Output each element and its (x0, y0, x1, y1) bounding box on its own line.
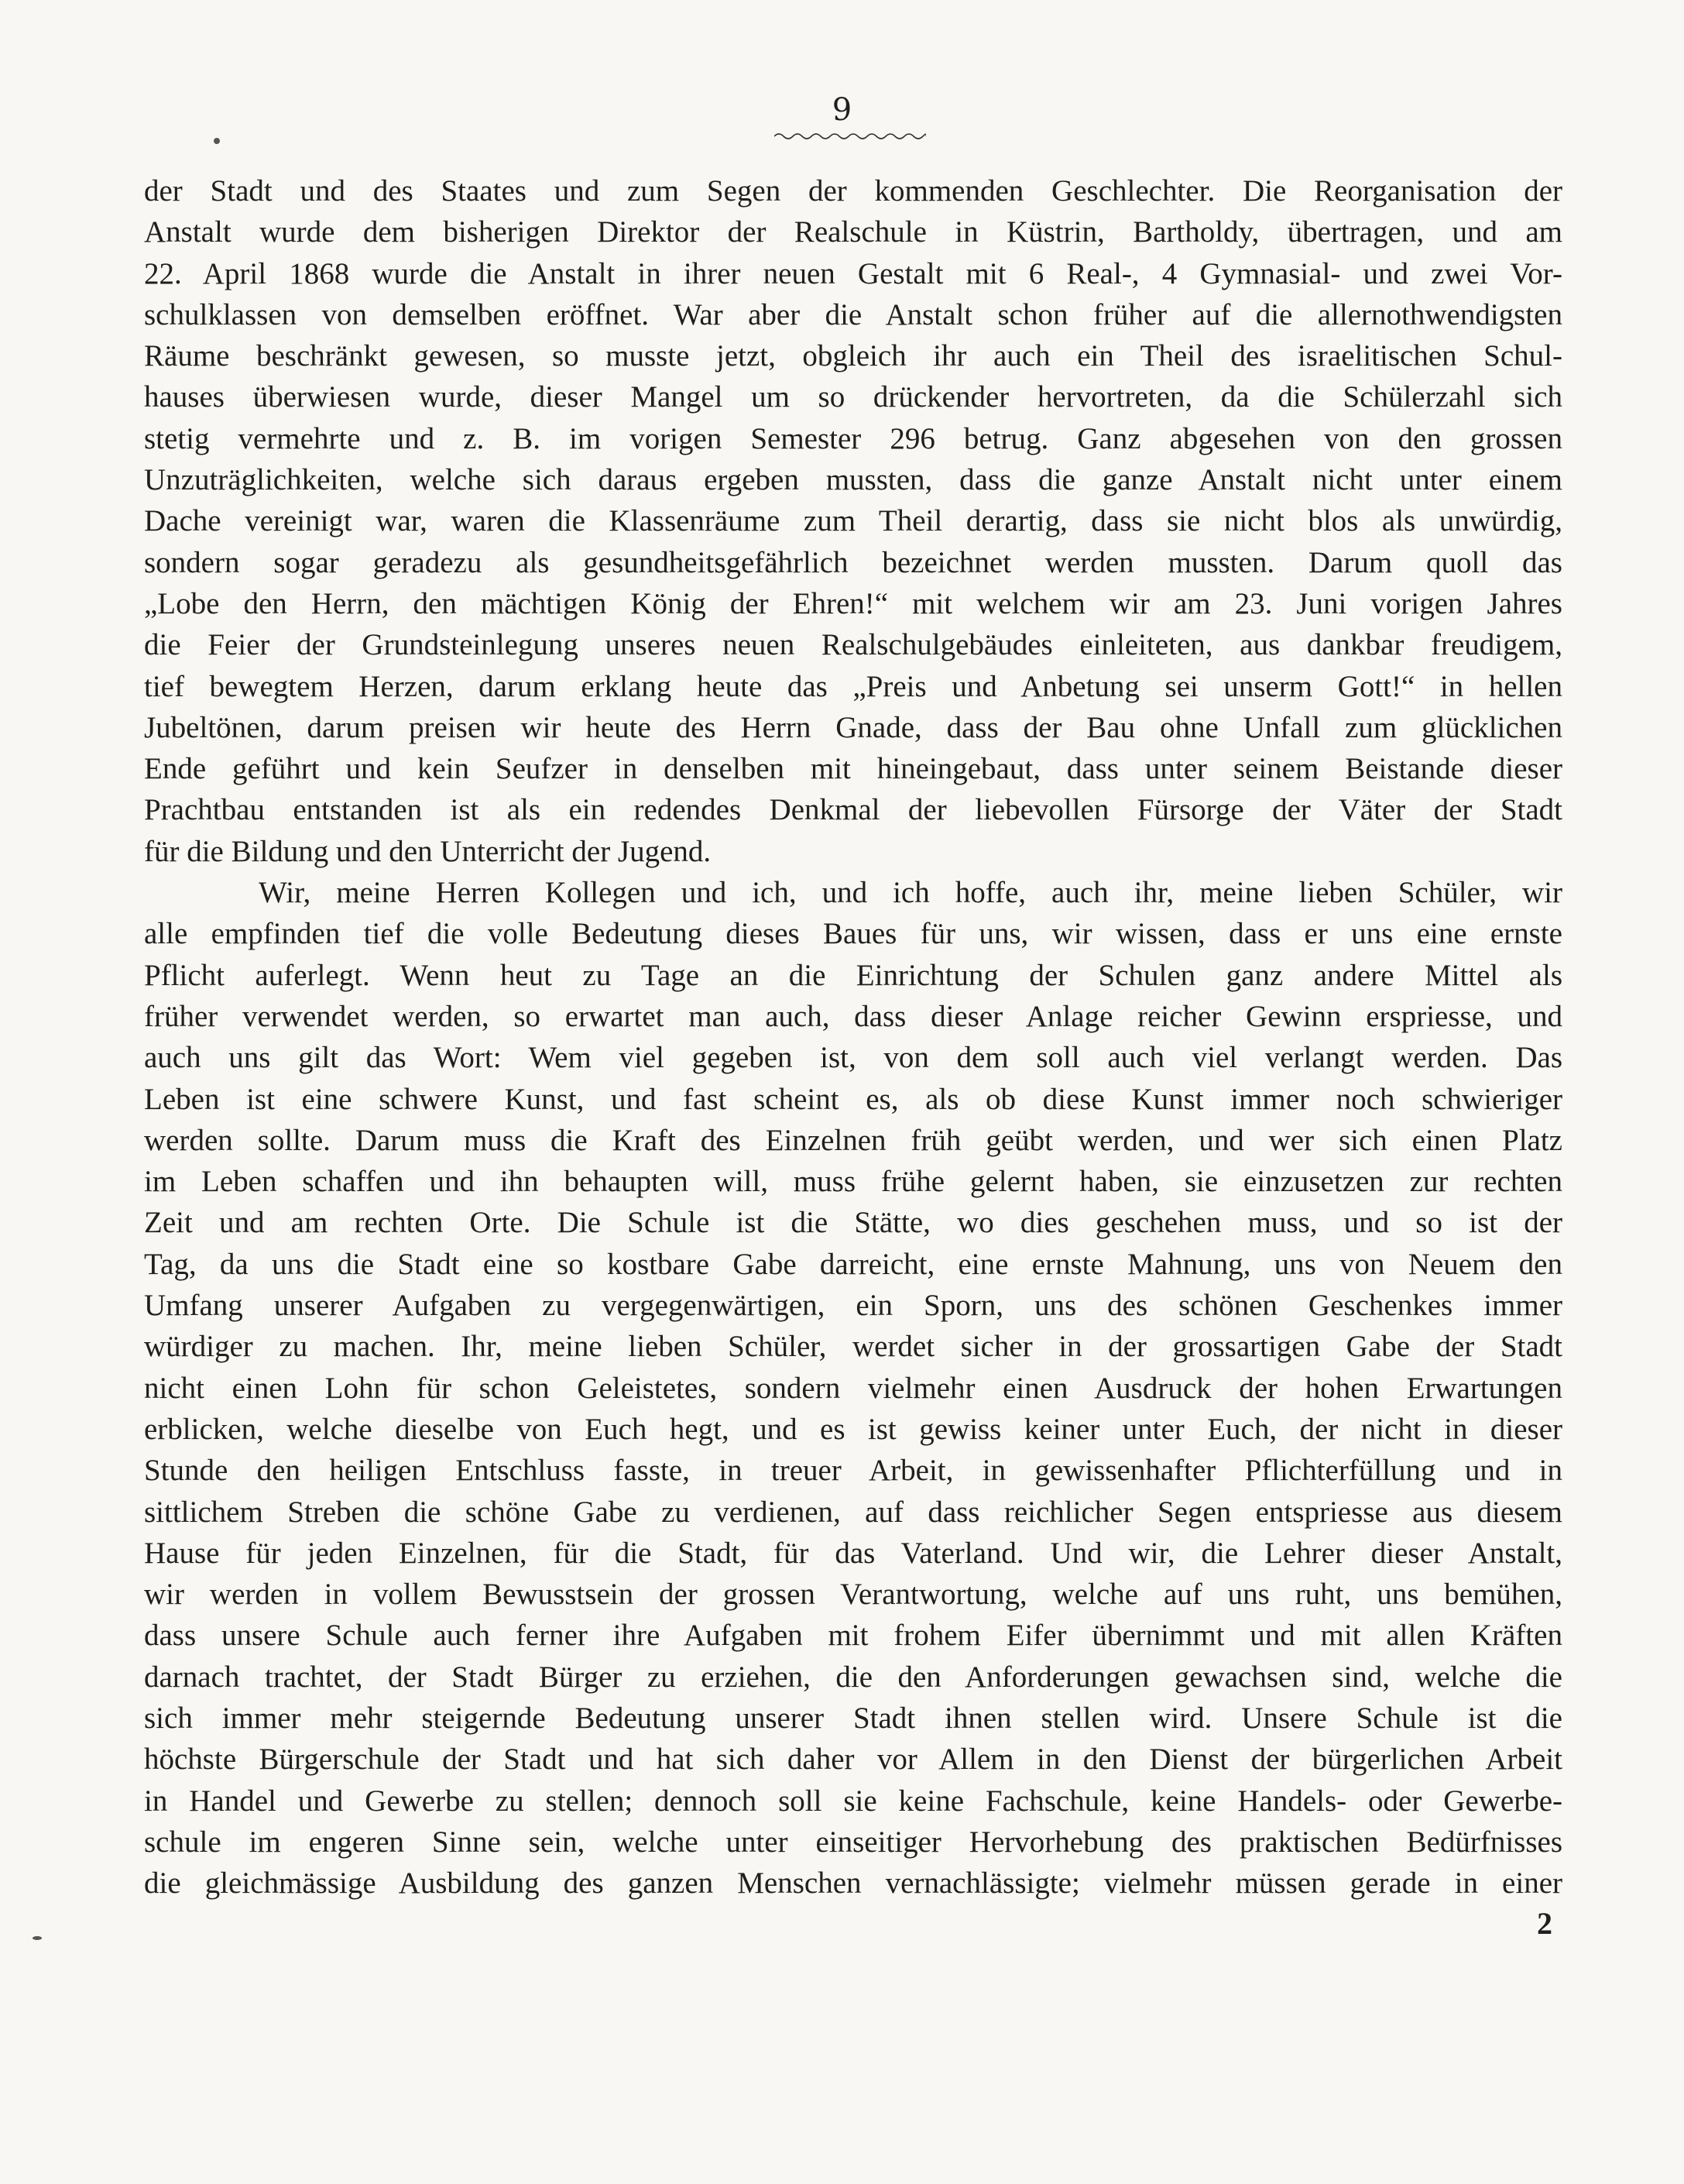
text-line: der Stadt und des Staates und zum Segen der kommenden Geschlechter. Die Reorganisation der (144, 174, 1562, 208)
text-line: Unzuträglichkeiten, welche sich daraus ergeben mussten, dass die ganze Anstalt nicht unter einem (144, 463, 1562, 497)
text-line: Jubeltönen, darum preisen wir heute des Herrn Gnade, dass der Bau ohne Unfall zum glücklichen (144, 710, 1562, 744)
text-line: „Lobe den Herrn, den mächtigen König der Ehren!“ mit welchem wir am 23. Juni vorigen Jahres (144, 586, 1562, 620)
text-line: früher verwendet werden, so erwartet man auch, dass dieser Anlage reicher Gewinn erspriesse, und (144, 999, 1562, 1033)
text-line: für die Bildung und den Unterricht der Jugend. (144, 834, 712, 868)
text-line: Leben ist eine schwere Kunst, und fast scheint es, als ob diese Kunst immer noch schwieriger (144, 1082, 1562, 1116)
text-line: darnach trachtet, der Stadt Bürger zu erziehen, die den Anforderungen gewachsen sind, welche die (144, 1660, 1562, 1694)
text-line: die gleichmässige Ausbildung des ganzen Menschen vernachlässigte; vielmehr müssen gerade in einer (144, 1866, 1562, 1901)
text-line: alle empfinden tief die volle Bedeutung dieses Baues für uns, wir wissen, dass er uns eine ernste (144, 917, 1562, 951)
text-line: Stunde den heiligen Entschluss fasste, in treuer Arbeit, in gewissenhafter Pflichterfüllung und in (144, 1454, 1562, 1488)
text-line: sich immer mehr steigernde Bedeutung unserer Stadt ihnen stellen wird. Unsere Schule ist die (144, 1701, 1562, 1735)
text-line: Zeit und am rechten Orte. Die Schule ist die Stätte, wo dies geschehen muss, und so ist der (144, 1206, 1562, 1240)
text-line: werden sollte. Darum muss die Kraft des Einzelnen früh geübt werden, und wer sich einen Platz (144, 1123, 1562, 1157)
text-line: Hause für jeden Einzelnen, für die Stadt, für das Vaterland. Und wir, die Lehrer dieser Anstalt, (144, 1536, 1562, 1570)
body-text (144, 170, 1562, 1904)
text-line: auch uns gilt das Wort: Wem viel gegeben ist, von dem soll auch viel verlangt werden. Das (144, 1041, 1562, 1075)
text-line: Anstalt wurde dem bisherigen Direktor der Realschule in Küstrin, Bartholdy, übertragen, und am (144, 215, 1562, 249)
text-line: Pflicht auferlegt. Wenn heut zu Tage an die Einrichtung der Schulen ganz andere Mittel als (144, 958, 1562, 992)
text-line: höchste Bürgerschule der Stadt und hat sich daher vor Allem in den Dienst der bürgerlichen Arbeit (144, 1743, 1562, 1777)
text-line: nicht einen Lohn für schon Geleistetes, sondern vielmehr einen Ausdruck der hohen Erwartungen (144, 1371, 1562, 1405)
text-line: Umfang unserer Aufgaben zu vergegenwärtigen, ein Sporn, uns des schönen Geschenkes immer (144, 1289, 1562, 1323)
text-line: erblicken, welche dieselbe von Euch hegt, und es ist gewiss keiner unter Euch, der nicht in dieser (144, 1412, 1562, 1446)
text-line: dass unsere Schule auch ferner ihre Aufgaben mit frohem Eifer übernimmt und mit allen Kräften (144, 1619, 1562, 1653)
page-number: 9 (832, 92, 852, 128)
text-line: schule im engeren Sinne sein, welche unter einseitiger Hervorhebung des praktischen Bedürfnisses (144, 1825, 1562, 1859)
text-line: wir werden in vollem Bewusstsein der grossen Verantwortung, welche auf uns ruht, uns bemühen, (144, 1578, 1562, 1612)
decorative-wavy-rule (774, 132, 926, 141)
text-line: 22. April 1868 wurde die Anstalt in ihrer neuen Gestalt mit 6 Real-, 4 Gymnasial- und zwei Vor- (144, 256, 1562, 290)
text-line: sittlichem Streben die schöne Gabe zu verdienen, auf dass reichlicher Segen entspriesse aus diesem (144, 1495, 1562, 1529)
print-speck (214, 138, 220, 144)
text-line: sondern sogar geradezu als gesundheitsgefährlich bezeichnet werden mussten. Darum quoll das (144, 545, 1562, 579)
text-line: in Handel und Gewerbe zu stellen; dennoch soll sie keine Fachschule, keine Handels- oder Gewerbe- (144, 1784, 1562, 1818)
text-line: Räume beschränkt gewesen, so musste jetzt, obgleich ihr auch ein Theil des israelitischen Schul- (144, 339, 1562, 373)
text-line: hauses überwiesen wurde, dieser Mangel um so drückender hervortreten, da die Schülerzahl sich (144, 380, 1562, 414)
text-line: würdiger zu machen. Ihr, meine lieben Schüler, werdet sicher in der grossartigen Gabe der Stadt (144, 1330, 1562, 1364)
text-line: schulklassen von demselben eröffnet. War aber die Anstalt schon früher auf die allernothwendigsten (144, 297, 1562, 331)
text-line: die Feier der Grundsteinlegung unseres neuen Realschulgebäudes einleiteten, aus dankbar freudigem, (144, 628, 1562, 662)
text-line: Dache vereinigt war, waren die Klassenräume zum Theil derartig, dass sie nicht blos als unwürdig, (144, 504, 1562, 538)
text-line: im Leben schaffen und ihn behaupten will, muss frühe gelernt haben, sie einzusetzen zur rechten (144, 1165, 1562, 1199)
text-line: Tag, da uns die Stadt eine so kostbare Gabe darreicht, eine ernste Mahnung, uns von Neuem den (144, 1247, 1562, 1281)
text-line: stetig vermehrte und z. B. im vorigen Semester 296 betrug. Ganz abgesehen von den grossen (144, 421, 1562, 455)
signature-mark: 2 (1537, 1906, 1552, 1941)
text-line: tief bewegtem Herzen, darum erklang heute das „Preis und Anbetung sei unserm Gott!“ in hellen (144, 669, 1562, 703)
print-speck (33, 1936, 42, 1940)
text-line: Ende geführt und kein Seufzer in denselben mit hineingebaut, dass unter seinem Beistande dieser (144, 752, 1562, 786)
text-line: Prachtbau entstanden ist als ein redendes Denkmal der liebevollen Fürsorge der Väter der Stadt (144, 793, 1562, 827)
text-line: Wir, meine Herren Kollegen und ich, und ich hoffe, auch ihr, meine lieben Schüler, wir (259, 876, 1562, 910)
